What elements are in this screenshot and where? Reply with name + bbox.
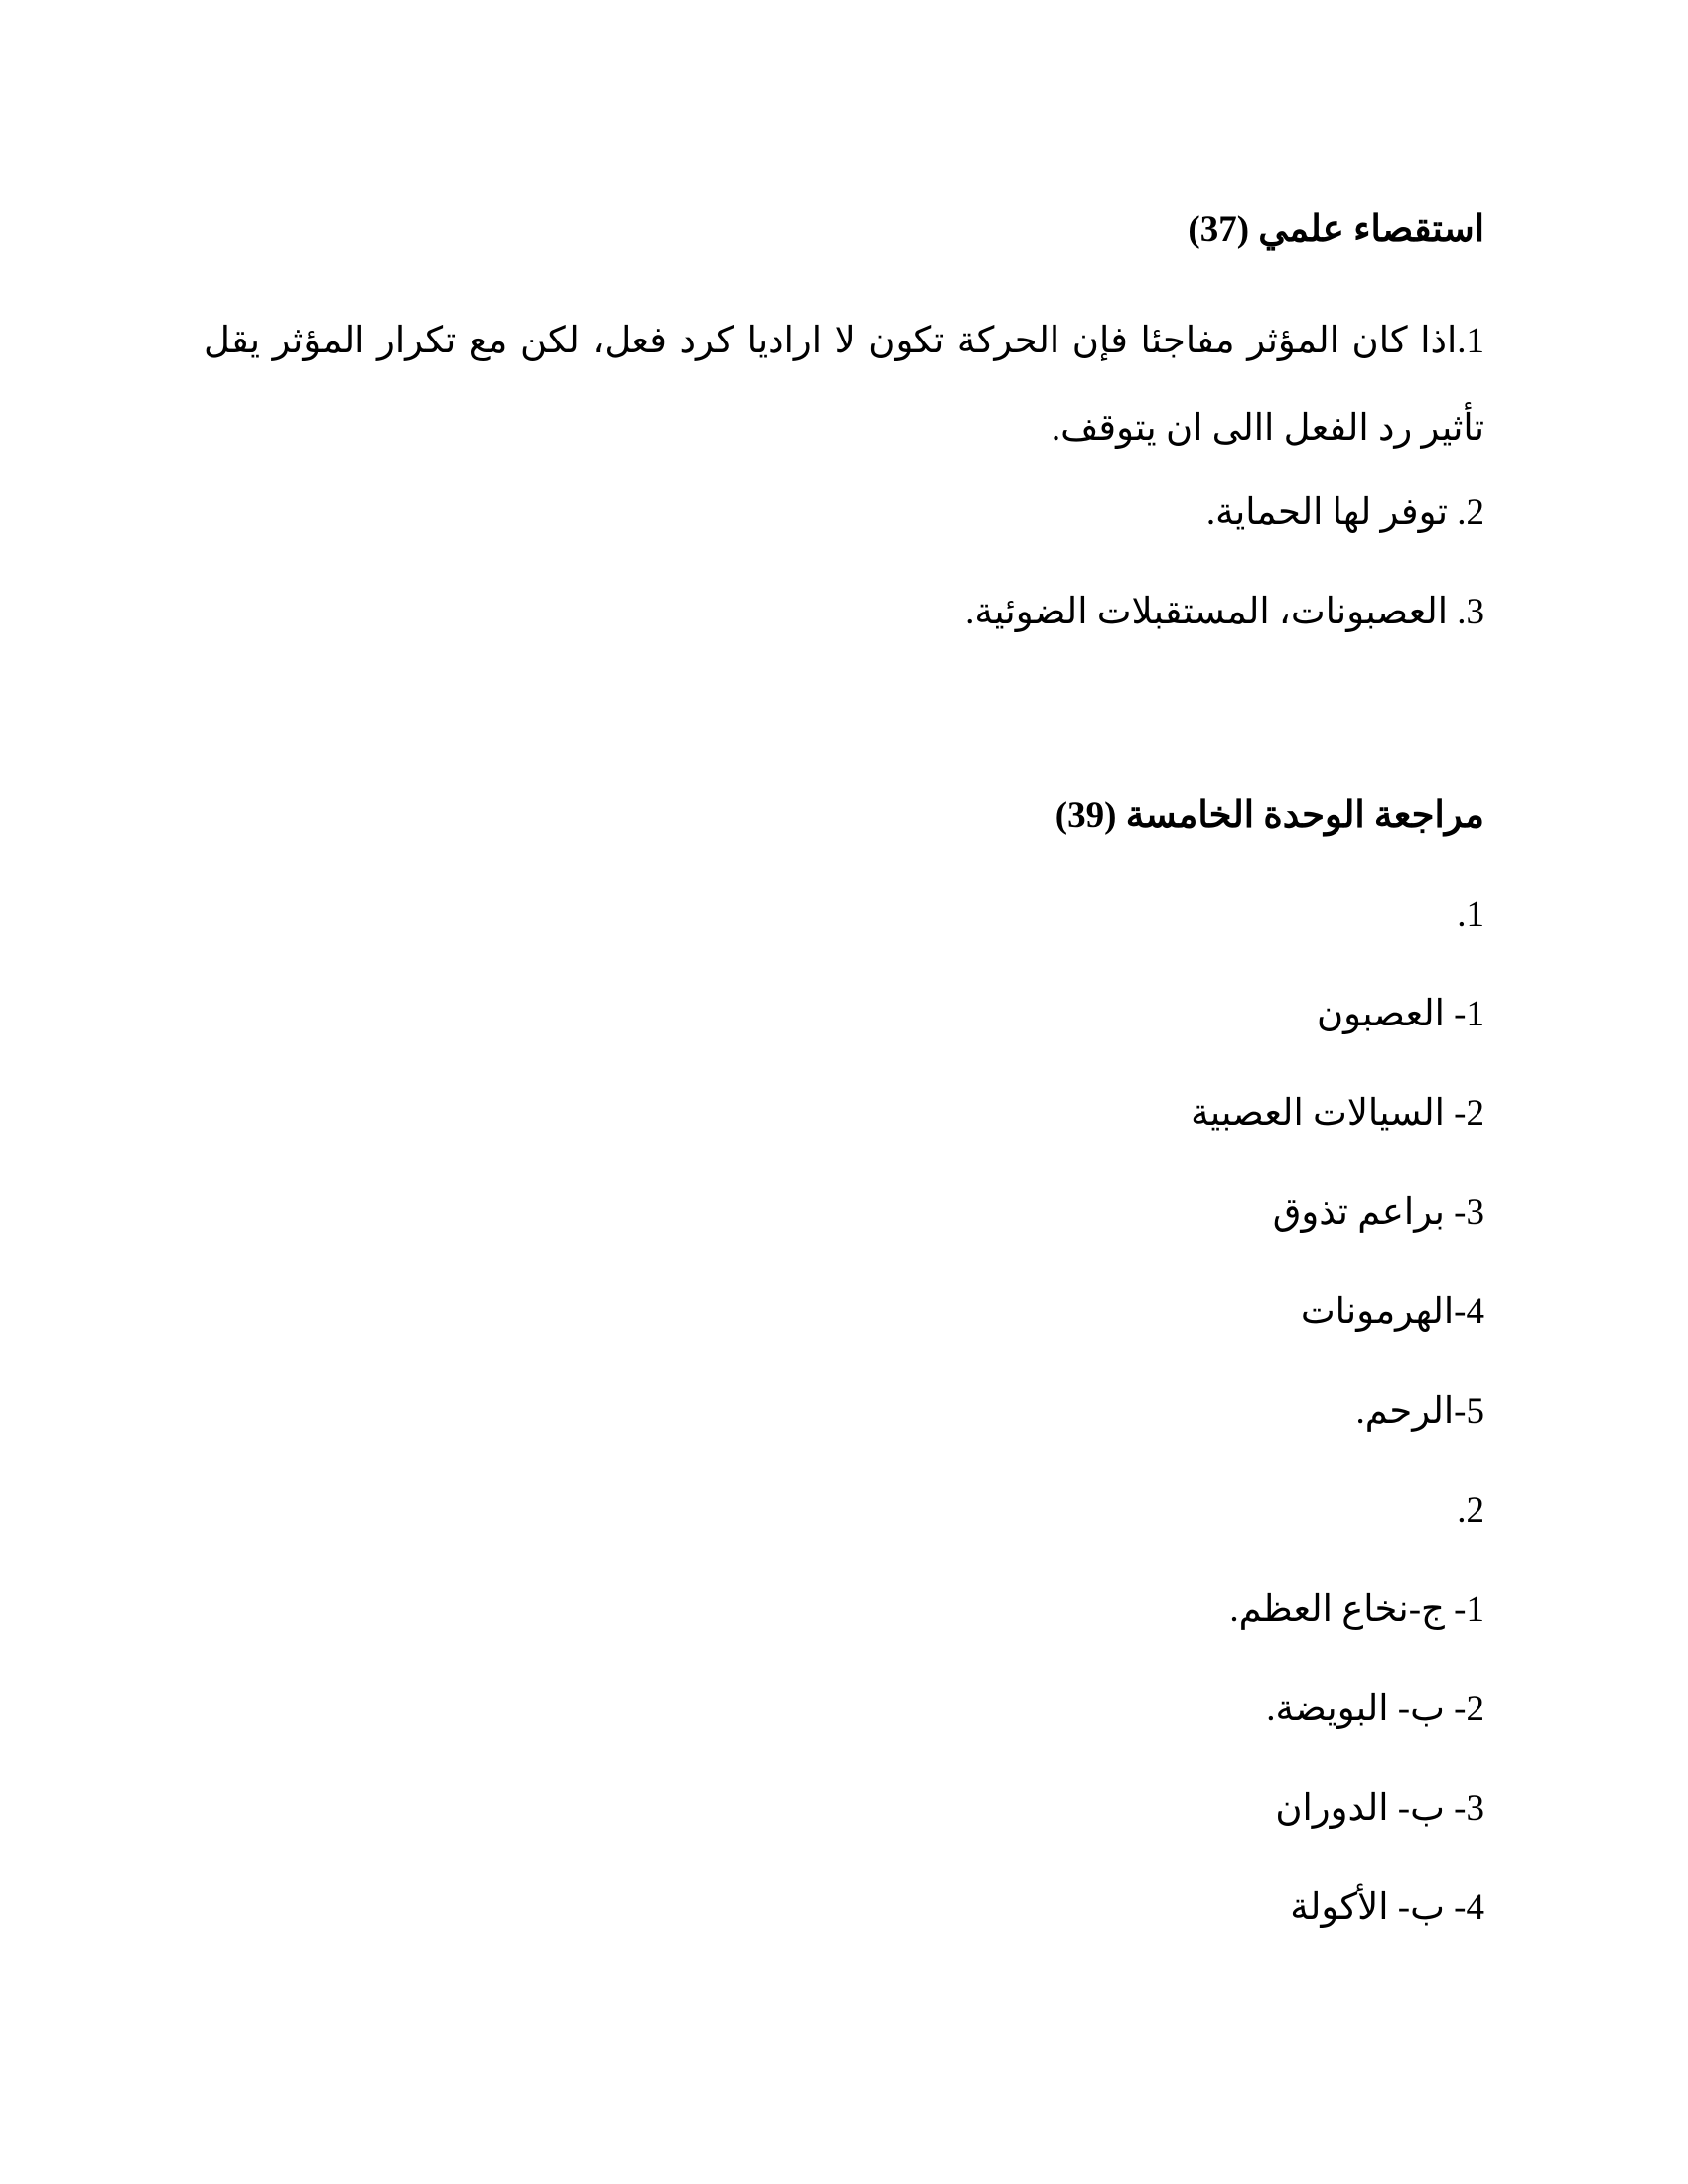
q2-answer-2: 2- ب- البويضة. xyxy=(1266,1689,1484,1729)
q1-answer-1: 1- العصبون xyxy=(1316,994,1484,1034)
answer-paragraph-1: 1.اذا كان المؤثر مفاجئا فإن الحركة تكون لا اراديا كرد فعل، لكن مع تكرار المؤثر يقل تأثير رد الفعل االى ان يتوقف. xyxy=(204,321,1484,449)
q2-answer-1: 1- ج-نخاع العظم. xyxy=(1229,1589,1484,1630)
answer-item-3: 3. العصبونات، المستقبلات الضوئية. xyxy=(965,592,1484,632)
q2-answer-4: 4- ب- الأكولة xyxy=(1290,1887,1484,1928)
section-title-unit-review: مراجعة الوحدة الخامسة (39) xyxy=(1055,795,1484,836)
question-2-label: .2 xyxy=(1457,1490,1484,1531)
q1-answer-2: 2- السيالات العصبية xyxy=(1191,1093,1484,1134)
answer-item-2: 2. توفر لها الحماية. xyxy=(1205,492,1484,533)
section-title-scientific-inquiry: استقصاء علمي (37) xyxy=(1188,209,1484,250)
q1-answer-5: 5-الرحم. xyxy=(1355,1391,1484,1432)
question-1-label: .1 xyxy=(1457,894,1484,935)
q1-answer-3: 3- براعم تذوق xyxy=(1272,1192,1484,1233)
q2-answer-3: 3- ب- الدوران xyxy=(1275,1788,1484,1829)
q1-answer-4: 4-الهرمونات xyxy=(1300,1292,1484,1332)
